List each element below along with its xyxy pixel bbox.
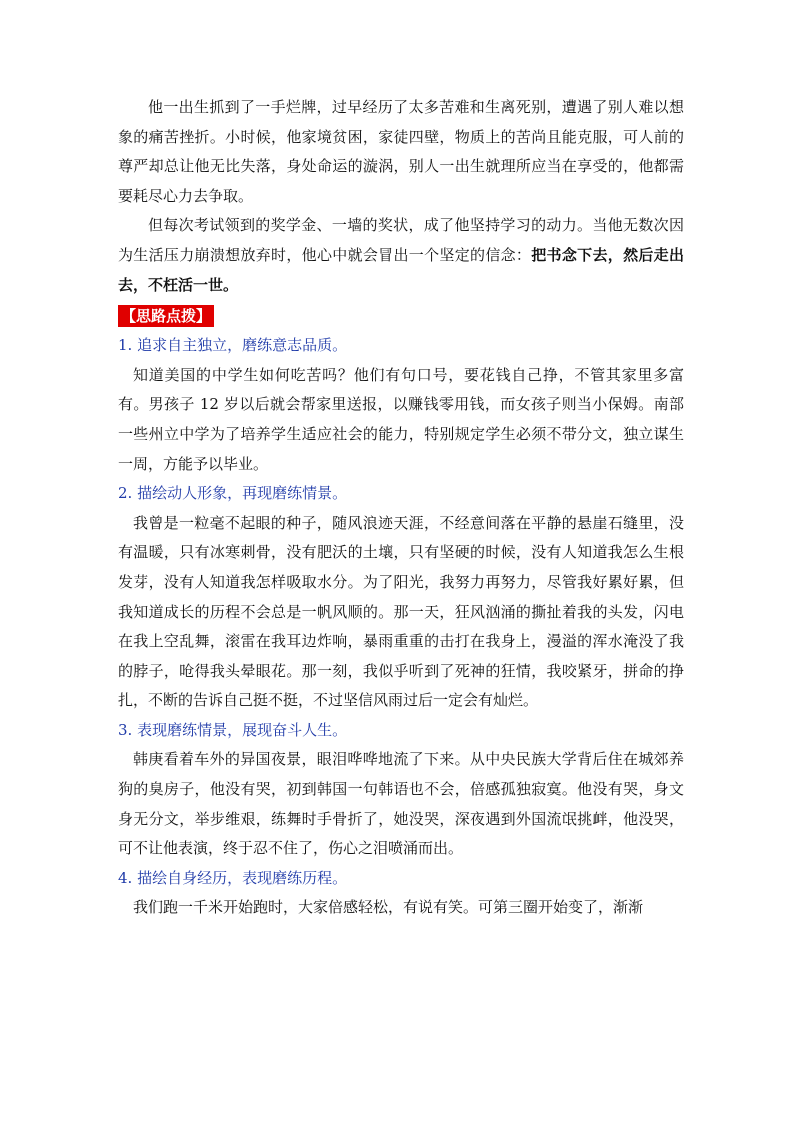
- point-3-heading: 3. 表现磨练情景，展现奋斗人生。: [118, 720, 348, 739]
- section-badge: 【思路点拨】: [118, 305, 214, 327]
- intro-paragraph-1: 他一出生抓到了一手烂牌，过早经历了太多苦难和生离死别，遭遇了别人难以想象的痛苦挫折。小时候，他家境贫困，家徒四壁，物质上的苦尚且能克服，可人前的尊严却总让他无比失落，身处命运的漩涡，别人一出生就理所应当在享受的，他都需要耗尽心力去争取。: [118, 98, 684, 205]
- point-4-heading: 4. 描绘自身经历，表现磨练历程。: [118, 868, 348, 887]
- point-1-body: 知道美国的中学生如何吃苦吗？他们有句口号，要花钱自己挣，不管其家里多富有。男孩子 12 岁以后就会帮家里送报，以赚钱零用钱，而女孩子则当小保姆。南部一些州立中学为了培养学生适应社会的能力，特别规定学生必须不带分文，独立谋生一周，方能予以毕业。: [118, 365, 684, 473]
- point-2-body: 我曾是一粒毫不起眼的种子，随风浪迹天涯，不经意间落在平静的悬崖石缝里，没有温暖，只有冰寒刺骨，没有肥沃的土壤，只有坚硬的时候，没有人知道我怎么生根发芽，没有人知道我怎样吸取水分。为了阳光，我努力再努力，尽管我好累好累，但我知道成长的历程不会总是一帆风顺的。那一天，狂风汹涌的撕扯着我的头发，闪电在我上空乱舞，滚雷在我耳边炸响，暴雨重重的击打在我身上，漫溢的浑水淹没了我的脖子，呛得我头晕眼花。那一刻，我似乎听到了死神的狂情，我咬紧牙，拼命的挣扎，不断的告诉自己挺不挺，不过坚信风雨过后一定会有灿烂。: [118, 513, 684, 710]
- point-2-heading: 2. 描绘动人形象，再现磨练情景。: [118, 484, 348, 503]
- point-1-heading: 1. 追求自主独立，磨练意志品质。: [118, 336, 348, 355]
- intro-paragraph-2-text: 但每次考试领到的奖学金、一墙的奖状，成了他坚持学习的动力。当他无数次因为生活压力崩溃想放弃时，他心中就会冒出一个坚定的信念：: [118, 216, 684, 264]
- intro-paragraph-2: [118, 211, 684, 300]
- point-4-body: 我们跑一千米开始跑时，大家倍感轻松，有说有笑。可第三圈开始变了，渐渐: [133, 898, 644, 917]
- intro-paragraph-2-bold: 把书念下去，然后走出去，不枉活一世。: [118, 245, 684, 294]
- point-3-body: 韩庚看着车外的异国夜景，眼泪哗哗地流了下来。从中央民族大学背后住在城郊养狗的臭房子，他没有哭，初到韩国一句韩语也不会，倍感孤独寂寞。他没有哭，身文身无分文，举步维艰，练舞时手骨折了，她没哭，深夜遇到外国流氓挑衅，他没哭，可不让他表演，终于忍不住了，伤心之泪喷涌而出。: [118, 750, 684, 858]
- document-page: [118, 93, 684, 923]
